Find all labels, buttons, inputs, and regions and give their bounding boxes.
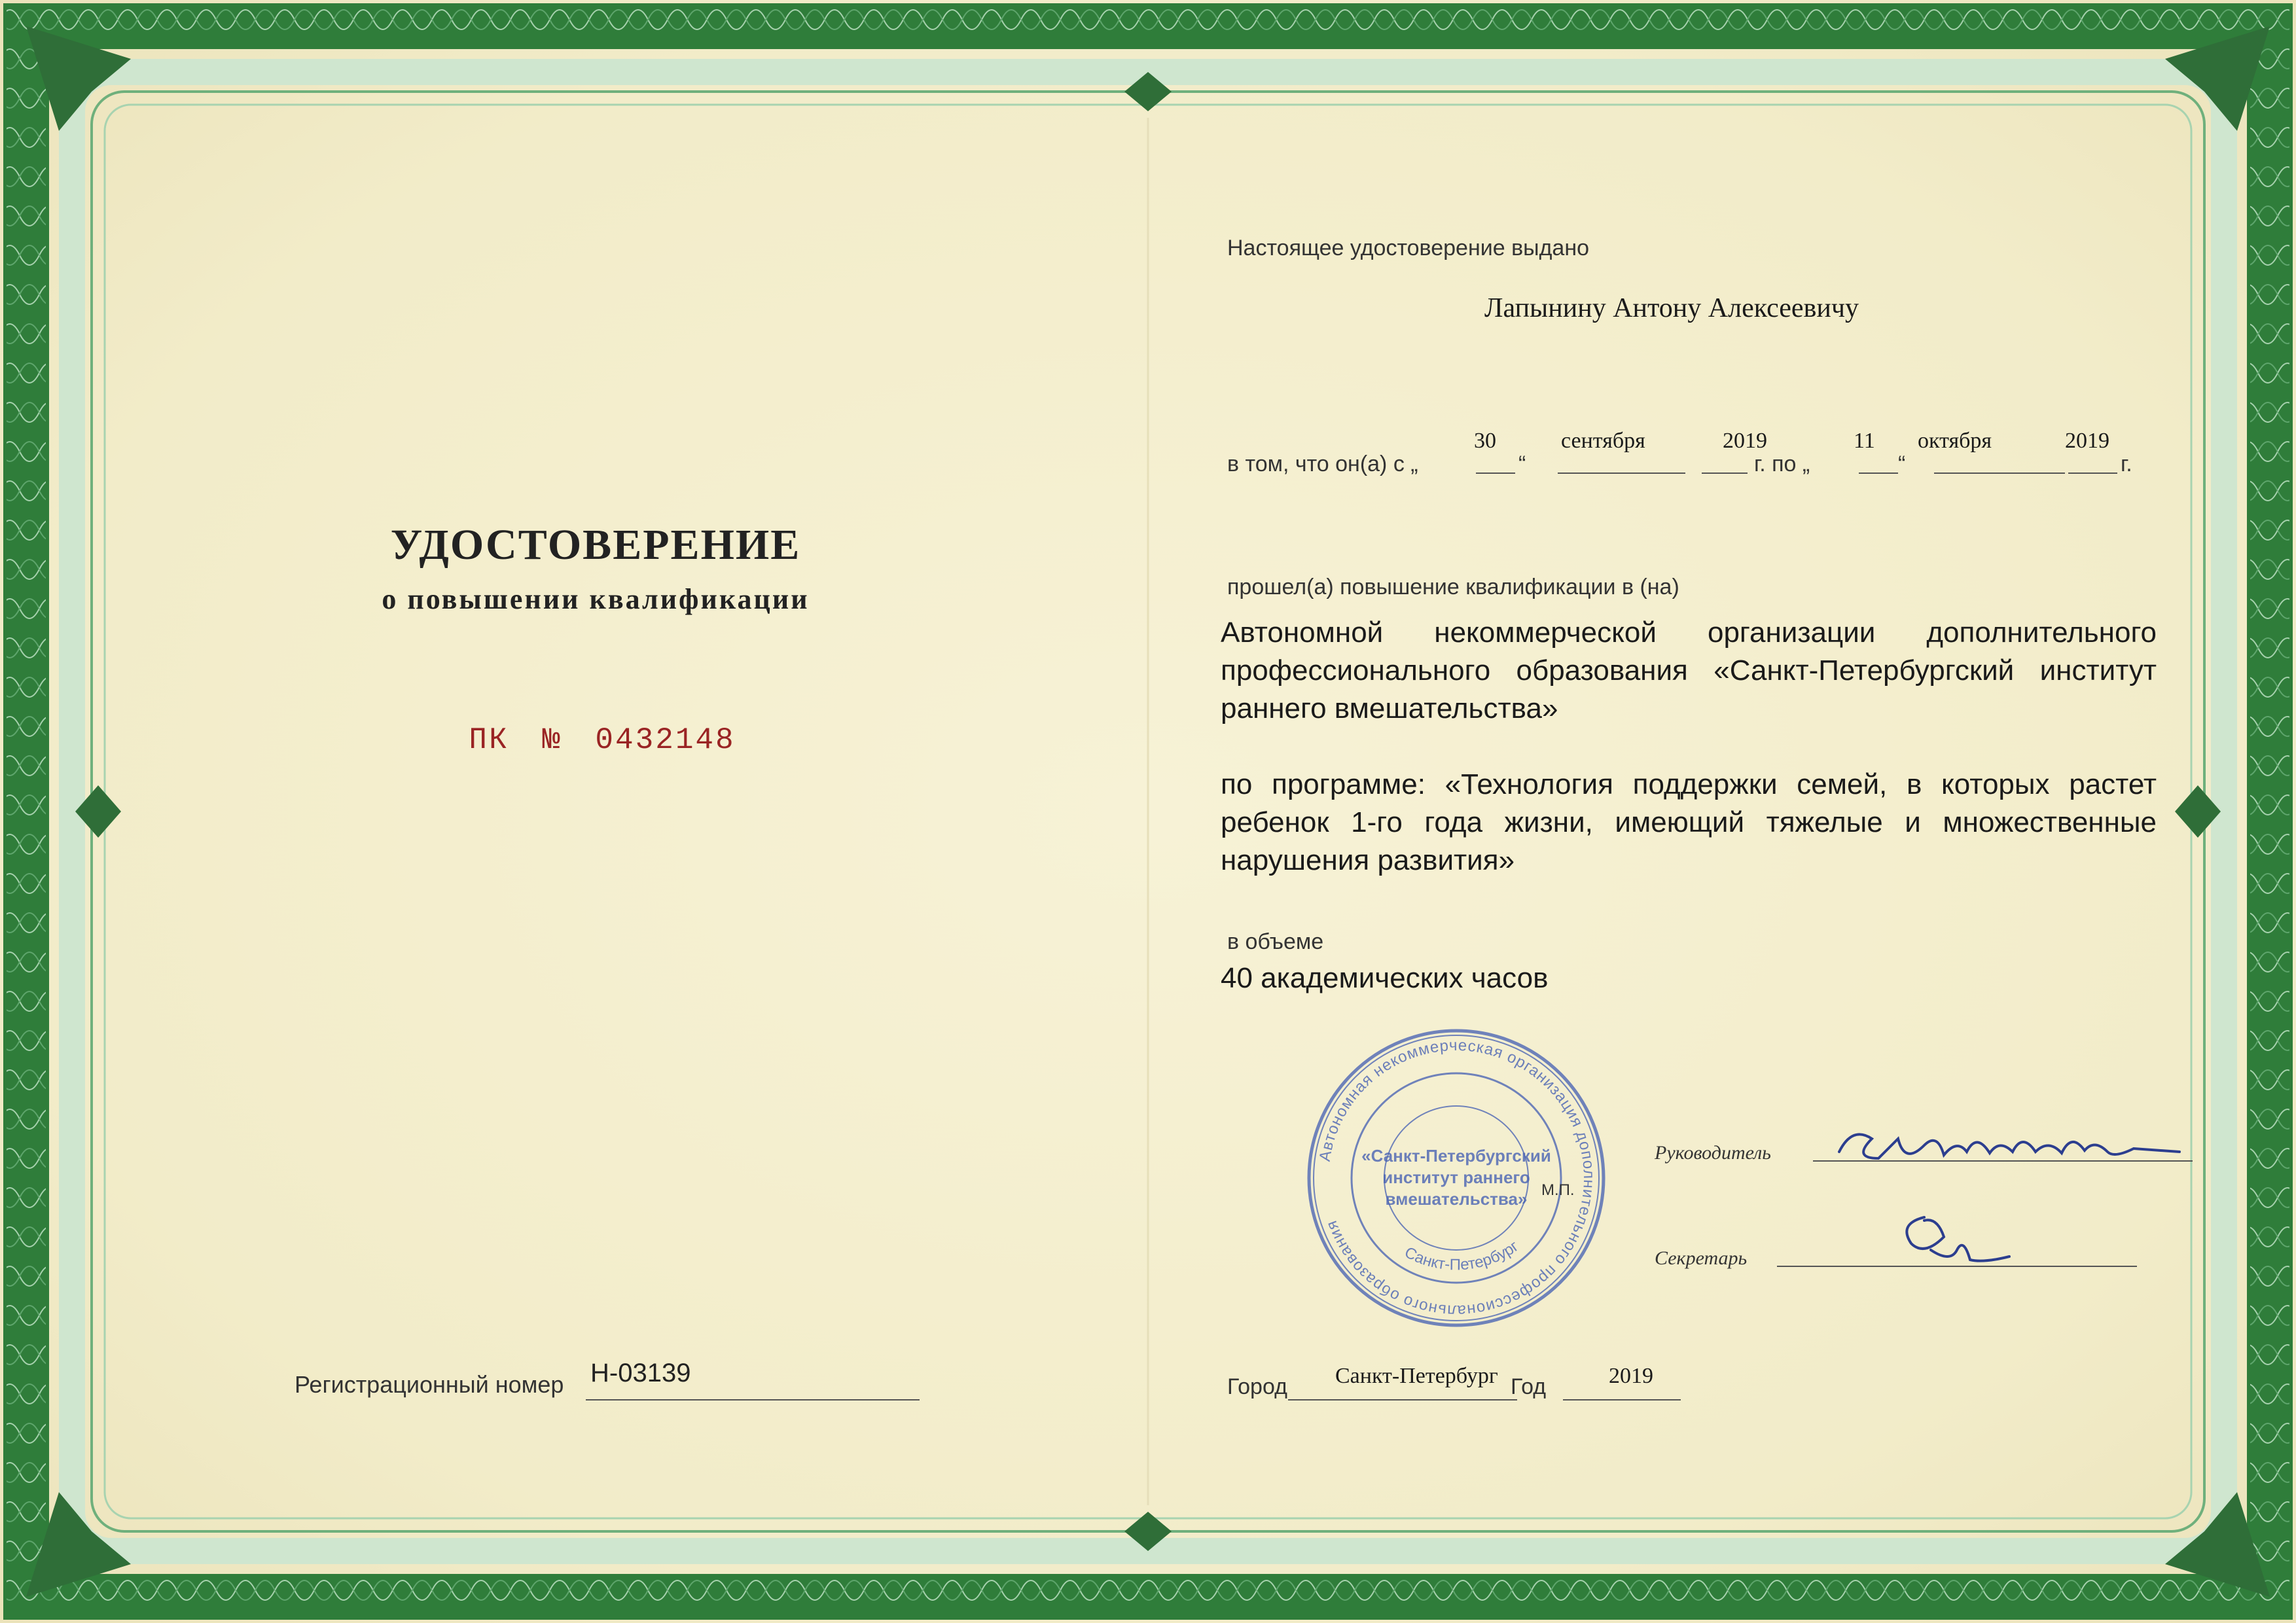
year-value: 2019 [1609,1364,1653,1388]
issued-label: Настоящее удостоверение выдано [1227,236,1590,260]
secretary-signature [1885,1204,2016,1283]
year-suffix: г. [2121,452,2132,476]
city-value: Санкт-Петербург [1335,1364,1498,1388]
period-prefix: в том, что он(а) с „ [1227,452,1418,476]
seal-bottom-text: Санкт-Петербург [1401,1237,1522,1274]
serial-value: 0432148 [595,723,736,757]
registration-number-line [586,1399,920,1400]
document-title: УДОСТОВЕРЕНИЕ [390,521,801,569]
stamp-place-mark: М.П. [1541,1181,1575,1199]
from-month-line [1558,473,1685,474]
official-seal [1299,1021,1613,1335]
secretary-signature-label: Секретарь [1655,1247,1748,1269]
passed-label: прошел(а) повышение квалификации в (на) [1227,575,1679,599]
seal-outer-text: Автономная некоммерческая организация дополнительного профессионального образования [1316,1036,1598,1320]
to-year: 2019 [2065,429,2109,453]
to-year-line [2068,473,2117,474]
city-label: Город [1227,1374,1287,1399]
year-label: Год [1511,1374,1547,1399]
to-day-line [1859,473,1898,474]
from-day-line [1476,473,1515,474]
city-line [1288,1399,1517,1400]
organization-name: Автономной некоммерческой организации дополнительного профессионального образования «Санкт-Петербургский институт раннего вмешательства» [1221,616,2157,724]
from-year-line [1702,473,1748,474]
serial-number [419,723,785,757]
quote-close-2: “ [1898,452,1906,476]
serial-sign: № [542,723,562,757]
period-to-label: г. по „ [1754,452,1810,476]
recipient-name: Лапынину Антону Алексеевичу [1484,293,1859,323]
from-year: 2019 [1723,429,1767,453]
svg-text:Санкт-Петербург [1402,1238,1522,1274]
from-month: сентября [1561,429,1645,453]
from-day: 30 [1474,429,1496,453]
head-signature [1826,1113,2193,1185]
volume-value: 40 академических часов [1221,962,1549,994]
document-subtitle: о повышении квалификации [382,583,810,615]
program-name: по программе: «Технология поддержки семей, в которых растет ребенок 1-го года жизни, имеющий тяжелые и множественные нарушения развития» [1221,768,2157,876]
seal-center-line2: институт раннего [1382,1168,1530,1187]
to-day: 11 [1854,429,1875,453]
to-month: октября [1918,429,1992,453]
seal-center-line3: вмешательства» [1385,1189,1528,1209]
head-signature-label: Руководитель [1655,1142,1771,1164]
quote-close-1: “ [1518,452,1526,476]
volume-label: в объеме [1227,929,1324,954]
year-line [1563,1399,1681,1400]
seal-center-line1: «Санкт-Петербургский [1361,1146,1551,1166]
registration-number-label: Регистрационный номер [295,1371,564,1398]
serial-prefix: ПК [469,723,509,757]
registration-number-value: Н-03139 [590,1359,691,1387]
to-month-line [1934,473,2065,474]
